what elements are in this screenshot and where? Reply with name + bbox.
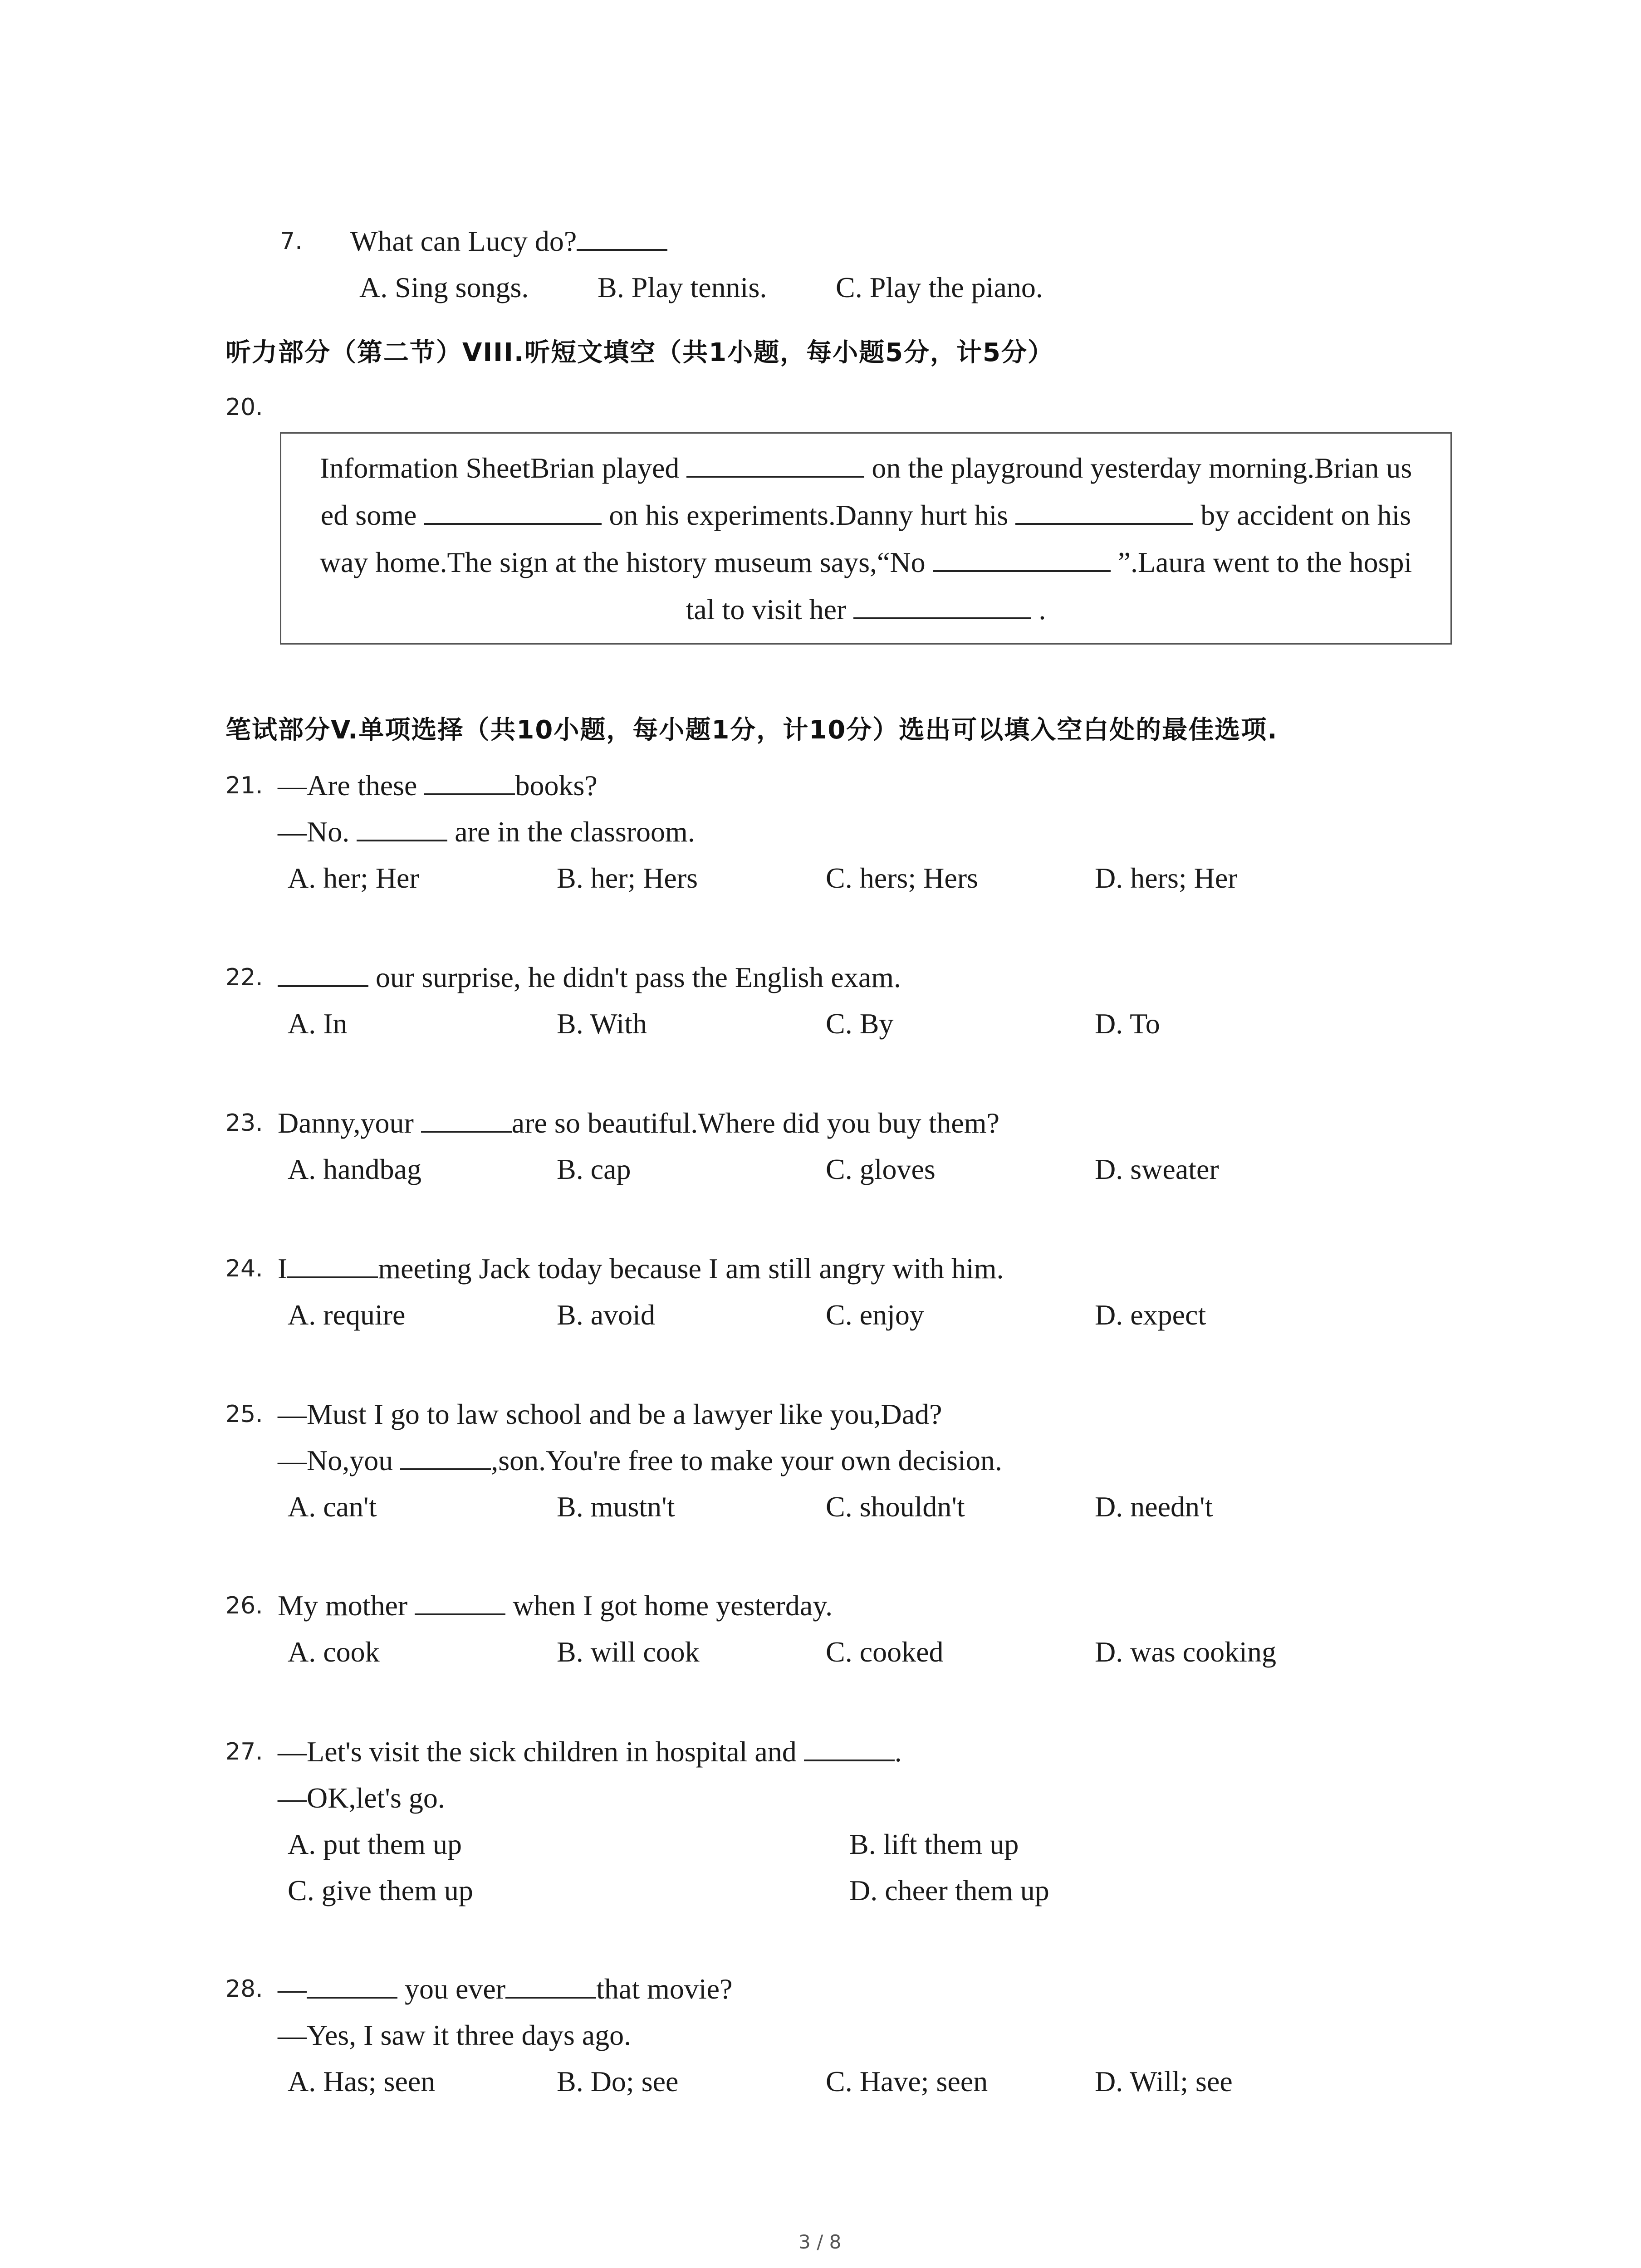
question-stem: —Are these books? [278, 767, 598, 804]
question-number: 26. [225, 1592, 263, 1619]
question-number: 24. [225, 1255, 263, 1282]
question-stem: —Yes, I saw it three days ago. [278, 2019, 632, 2051]
option-d: D. sweater [1095, 1153, 1219, 1185]
question-number: 23. [225, 1110, 263, 1137]
option-c: C. By [826, 1007, 894, 1040]
answer-blank [400, 1443, 491, 1470]
option-d: D. cheer them up [849, 1874, 1049, 1906]
answer-blank [686, 450, 864, 478]
question-stem: —Let's visit the sick children in hospital and . [278, 1734, 902, 1770]
section-heading: 听力部分（第二节）VIII.听短文填空（共1小题，每小题5分，计5分） [225, 338, 1054, 367]
option-d: D. hers; Her [1095, 862, 1238, 894]
answer-blank [424, 498, 602, 525]
answer-blank [577, 224, 667, 251]
question-number: 20. [225, 394, 263, 421]
question-number: 28. [225, 1975, 263, 2003]
option-b: B. will cook [557, 1636, 700, 1668]
option-c: C. cooked [826, 1636, 944, 1668]
answer-blank [804, 1734, 895, 1761]
option-b: B. Do; see [557, 2065, 679, 2097]
answer-blank [421, 1105, 512, 1133]
box-line: Information SheetBrian played on the playground yesterday morning.Brian us [281, 450, 1450, 486]
option-d: D. Will; see [1095, 2065, 1233, 2097]
information-sheet-box [280, 432, 1452, 645]
section-heading: 笔试部分V.单项选择（共10小题，每小题1分，计10分）选出可以填入空白处的最佳选项. [225, 715, 1278, 745]
box-line: way home.The sign at the history museum says,“No ”.Laura went to the hospi [281, 544, 1450, 581]
answer-blank [505, 1971, 596, 1999]
option-a: A. her; Her [288, 862, 419, 894]
option-a: A. put them up [288, 1828, 462, 1860]
option-a: A. handbag [288, 1153, 422, 1185]
question-stem: My mother when I got home yesterday. [278, 1588, 833, 1624]
option-b: B. cap [557, 1153, 631, 1185]
question-stem: Danny,your are so beautiful.Where did you buy them? [278, 1105, 999, 1141]
option-c: C. give them up [288, 1874, 473, 1906]
answer-blank [307, 1971, 397, 1999]
option: A. Sing songs. [359, 271, 529, 303]
question-stem: I meeting Jack today because I am still angry with him. [278, 1251, 1004, 1287]
option-c: C. hers; Hers [826, 862, 978, 894]
page-number: 3 / 8 [798, 2231, 842, 2253]
answer-blank [415, 1588, 505, 1615]
option-b: B. her; Hers [557, 862, 698, 894]
option-a: A. In [288, 1007, 348, 1040]
option-b: B. mustn't [557, 1491, 675, 1523]
answer-blank [357, 814, 447, 841]
answer-blank [287, 1251, 378, 1278]
option-c: C. shouldn't [826, 1491, 965, 1523]
question-number: 7. [280, 228, 303, 255]
question-number: 25. [225, 1401, 263, 1428]
answer-blank [424, 768, 515, 795]
question-stem: our surprise, he didn't pass the English exam. [278, 959, 901, 996]
option-d: D. expect [1095, 1299, 1206, 1331]
option: B. Play tennis. [598, 271, 767, 303]
option-d: D. needn't [1095, 1491, 1213, 1523]
option: C. Play the piano. [836, 271, 1043, 303]
question-stem: — you ever that movie? [278, 1971, 732, 2007]
answer-blank [853, 592, 1031, 619]
question-stem: What can Lucy do? [350, 223, 667, 259]
box-line: ed some on his experiments.Danny hurt his by accident on his [281, 497, 1450, 533]
question-stem: —No. are in the classroom. [278, 814, 695, 850]
answer-blank [933, 545, 1111, 572]
question-number: 21. [225, 772, 263, 799]
option-b: B. lift them up [849, 1828, 1019, 1860]
option-a: A. Has; seen [288, 2065, 436, 2097]
option-a: A. require [288, 1299, 406, 1331]
option-c: C. enjoy [826, 1299, 924, 1331]
box-line: tal to visit her . [281, 591, 1450, 628]
option-c: C. Have; seen [826, 2065, 988, 2097]
question-stem: —OK,let's go. [278, 1782, 445, 1814]
answer-blank [278, 960, 368, 987]
option-a: A. can't [288, 1491, 377, 1523]
option-b: B. With [557, 1007, 647, 1040]
option-c: C. gloves [826, 1153, 936, 1185]
question-stem: —Must I go to law school and be a lawyer like you,Dad? [278, 1398, 942, 1430]
question-number: 27. [225, 1738, 263, 1765]
option-b: B. avoid [557, 1299, 655, 1331]
question-stem: —No,you ,son.You're free to make your own decision. [278, 1442, 1002, 1479]
option-d: D. To [1095, 1007, 1160, 1040]
option-a: A. cook [288, 1636, 380, 1668]
answer-blank [1015, 498, 1193, 525]
option-d: D. was cooking [1095, 1636, 1276, 1668]
question-number: 22. [225, 964, 263, 991]
